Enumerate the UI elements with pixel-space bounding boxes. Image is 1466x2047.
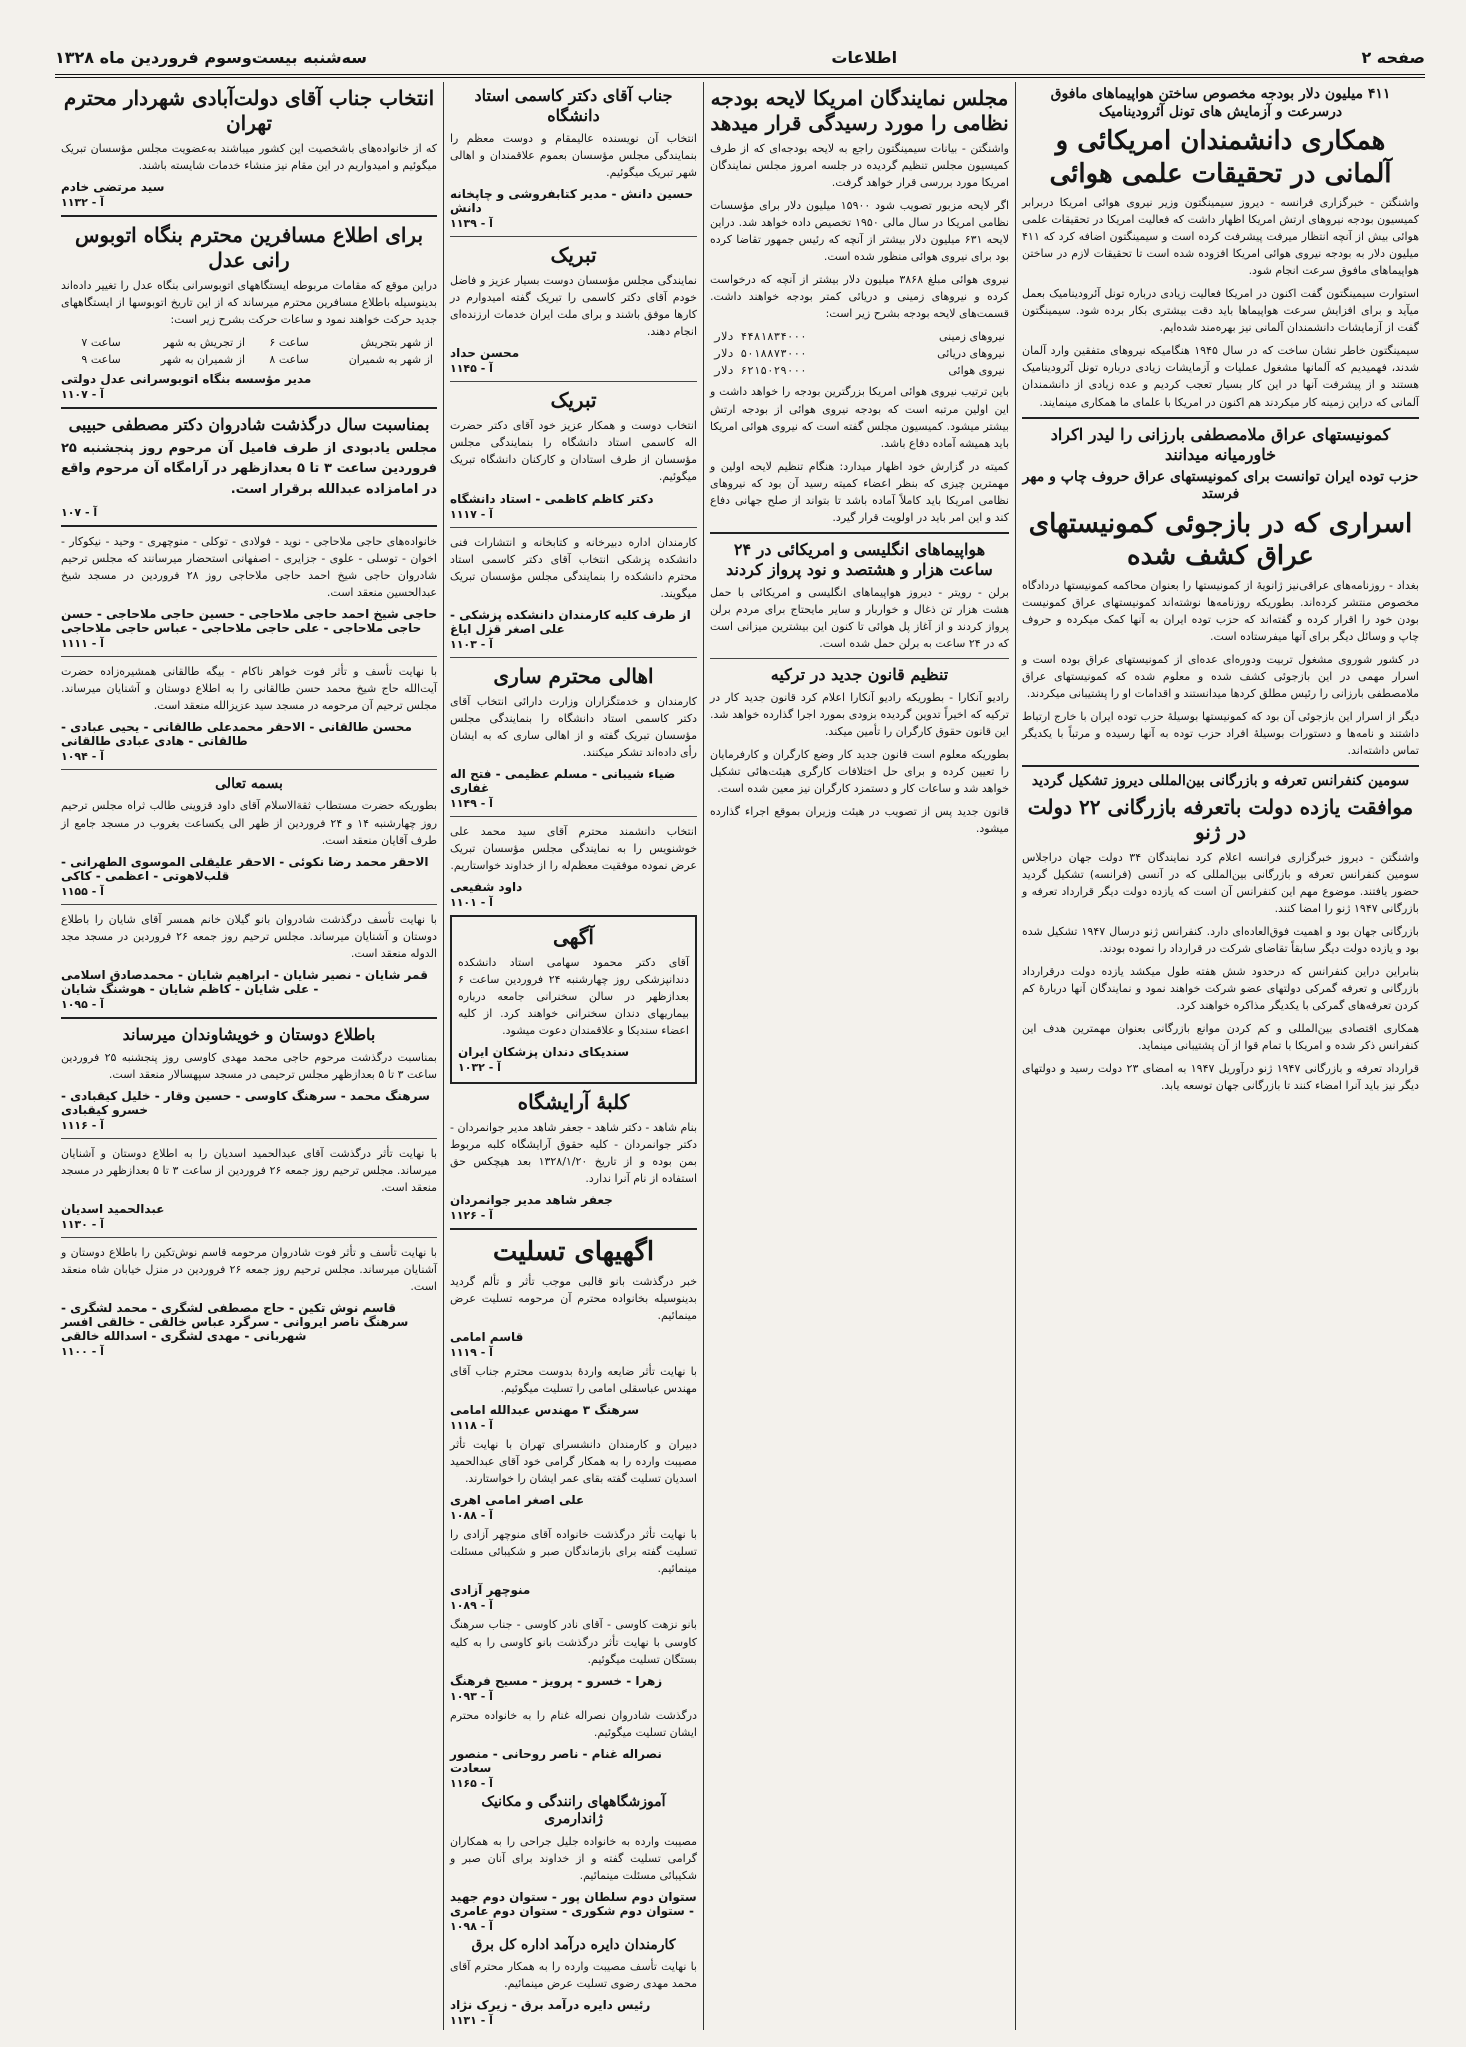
divider	[61, 215, 437, 217]
divider	[61, 904, 437, 905]
notice-signature: نصراله غنام - ناصر روحانی - منصور سعادت	[450, 1746, 662, 1775]
notice-ref: آ - ۱۱۳۰	[61, 1218, 104, 1231]
notice-ref: آ - ۱۰۳۲	[458, 1061, 501, 1075]
headline-us-military-budget: مجلس نمایندگان امریکا لایحه بودجه نظامی را مورد رسیدگی قرار میدهد	[710, 86, 1009, 135]
article-body: کمیته در گزارش خود اظهار میدارد: هنگام تنظیم لایحه اولین و مهمترین چیزی که بنظر اعضاء کمیته رسید آن بود که نیروهای نظامی امریکا باید کاملاً آماده باشد تا بتواند از صلح جهانی دفاع کند و این امر باید در اولویت قرار گیرد.	[710, 459, 1009, 524]
article-body: سیمینگتون خاطر نشان ساخت که در سال ۱۹۴۵ هنگامیکه نیروهای متفقین وارد آلمان شدند، فهمیدیم که آلمانها مشغول عملیات و آزمایشات زیادی درباره تونل آئرودینامیک هستند و از پیشرفت آنها در این کار بسیار تعجب کردیم و عده زیادی از دانشمندان آلمانی که دراین زمینه کار میکردند هم اکنون در امریکا با علمای ما همکاری مینمایند.	[1022, 344, 1419, 409]
divider	[450, 381, 697, 382]
table-cell-value: ساعت ۹	[81, 353, 121, 367]
notice-ref: آ - ۱۱۵۵	[61, 884, 104, 898]
notice-heading: بسمه تعالی	[215, 775, 283, 792]
article-body: استوارت سیمینگتون گفت اکنون در امریکا فعالیت زیادی درباره تونل آئرودینامیک بعمل میآید و برای افزایش سرعت هواپیماها باید دقت بیشتری بکار برده شود. سیمینگتون گفت از آزمایشات دانشمندان آلمانی نیز بهره‌مند شده‌ایم.	[1022, 287, 1419, 335]
notice-body: با نهایت تأسف درگذشت شادروان بانو گیلان خانم همسر آقای شایان را باطلاع دوستان و آشنایان میرساند. مجلس ترحیم روز جمعه ۲۶ فروردین در مسجد مجد الدوله منعقد است.	[61, 912, 438, 960]
article-body: واشنگتن - بیانات سیمینگتون راجع به لایحه بودجه‌ای که از طرف کمیسیون مجلس تنظیم گردیده در جلسه امروز مجلس نمایندگان امریکا مورد بررسی قرار خواهد گرفت.	[710, 142, 1009, 190]
notice-box	[450, 915, 697, 1084]
article-body: برلن - رویتر - دیروز هواپیماهای انگلیسی و امریکائی با حمل هشت هزار تن ذغال و خواربار و سایر مایحتاج برای مردم برلن پرواز کردند و از آغاز پل هوائی تا کنون این بیشترین میزانی است که در ۲۴ ساعت به برلن حمل شده است.	[710, 585, 1009, 650]
notice-ref: آ - ۱۰۹۵	[61, 997, 104, 1011]
table-cell-label: از تجریش به شهر	[163, 336, 246, 350]
divider	[61, 525, 437, 527]
notice-heading: اهالی محترم ساری	[493, 663, 654, 688]
notice-signature: حسین دانش - مدیر کتابفروشی و چاپخانه دانش	[450, 187, 694, 216]
notice-ref: آ - ۱۱۱۱	[61, 636, 104, 650]
article-body: واشنگتن - دیروز خبرگزاری فرانسه اعلام کرد نمایندگان ۳۴ دولت جهان دراجلاس سومین کنفرانس تعرفه و بازرگانی بین‌المللی که در آنسی (فرانسه) تشکیل گردید حضور یافتند. موضوع مهم این کنفرانس آن است که یازده دولت دیگر قرارداد تعرفه و بازرگانی ۱۹۴۷ ژنو را امضا کنند.	[1022, 850, 1420, 915]
notice-signature: سرهنگ محمد - سرهنگ کاوسی - حسین وقار - خلیل کیقبادی - خسرو کیقبادی	[61, 1088, 430, 1117]
divider	[61, 407, 437, 409]
notice-heading: تبریک	[550, 388, 597, 413]
notice-heading: باطلاع دوستان و خویشاوندان میرساند	[122, 1024, 376, 1044]
notice-heading: برای اطلاع مسافرین محترم بنگاه اتوبوس رانی عدل	[74, 223, 424, 273]
article-subhead: حزب توده ایران توانست برای کمونیستهای عراق حروف چاپ و مهر فرستد	[1022, 468, 1419, 503]
notice-body: با نهایت تأثر درگذشت خانواده آقای منوچهر آزادی را تسلیت گفته برای بازماندگان صبر و شکیبائی مسئلت مینمائیم.	[450, 1528, 697, 1576]
notice-signature: مدیر مؤسسه بنگاه اتوبوسرانی عدل دولتی	[61, 372, 312, 387]
column-news-right	[1015, 82, 1425, 2030]
table-cell-value: ساعت ۶	[269, 336, 309, 350]
divider	[1022, 417, 1419, 419]
divider	[61, 769, 437, 770]
notice-body: کارمندان و خدمتگزاران وزارت دارائی انتخاب آقای دکتر کاسمی استاد دانشگاه را بنمایندگی مجلس مؤسسان تبریک گفته و از اهالی ساری که به ایشان رأی داده‌اند تشکر میکنند.	[450, 694, 697, 759]
condolence-section-heading: اگهیهای تسلیت	[492, 1237, 655, 1268]
notice-body: بمناسبت درگذشت مرحوم حاجی محمد مهدی کاوسی روز پنجشنبه ۲۵ فروردین ساعت ۳ تا ۵ بعدازظهر مجلس ترحیمی در مسجد سپهسالار منعقد است.	[61, 1050, 437, 1081]
notice-body: درگذشت شادروان نصراله غنام را به خانواده محترم ایشان تسلیت میگوئیم.	[450, 1708, 697, 1739]
article-body: بنابراین دراین کنفرانس که درحدود شش هفته طول میکشد یازده دولت درقرارداد بازرگانی و تعرفه گمرکی دولتهای عضو شرکت خواهند نمود و نمایندگان آنها دربارۀ کم کردن تعرفه‌های گمرکی با یکدیگر مذاکره خواهند کرد.	[1022, 964, 1419, 1012]
article-body: بطوریکه معلوم است قانون جدید کار وضع کارگران و کارفرمایان را تعیین کرده و برای حل اختلافات کارگری هیئت‌هائی تشکیل خواهد شد و ساعات کار و دستمزد کارگران نیز معین شده است.	[710, 748, 1009, 796]
notice-ref: آ - ۱۱۶۵	[450, 1776, 493, 1790]
article-body: همکاری اقتصادی بین‌المللی و کم کردن موانع بازرگانی بعنوان مهمترین هدف این کنفرانس ذکر شده و امریکا با تمام قوا از آن پشتیبانی مینماید.	[1022, 1021, 1419, 1052]
notice-ref: آ - ۱۰۹۳	[450, 1689, 493, 1703]
divider	[710, 532, 1009, 534]
notice-heading: بمناسبت سال درگذشت شادروان دکتر مصطفی حبیبی	[68, 415, 430, 435]
notice-signature: منوچهر آزادی	[450, 1583, 531, 1598]
notice-ref: آ - ۱۰۹۴	[61, 749, 104, 763]
notice-ref: آ - ۱۱۳۱	[450, 2014, 493, 2028]
notice-ref: آ - ۱۱۳۹	[450, 217, 493, 231]
bus-schedule-table	[61, 334, 437, 368]
table-cell-value: ۶۲۱۵۰۲۹۰۰۰ دلار	[714, 364, 807, 378]
notice-body: بانو نزهت کاوسی - آقای نادر کاوسی - جناب سرهنگ کاوسی با نهایت تأثر درگذشت بانو کاوسی را به کلیه بستگان تسلیت میگوئیم.	[450, 1618, 697, 1666]
notice-heading: انتخاب جناب آقای دولت‌آبادی شهردار محترم تهران	[63, 86, 435, 135]
notice-signature: دکتر کاظم کاظمی - استاد دانشگاه	[450, 491, 654, 506]
table-cell-label: نیروی هوائی	[948, 364, 1005, 378]
notice-heading: آگهی	[553, 925, 594, 950]
table-cell-value: ۴۴۸۱۸۳۴۰۰۰ دلار	[714, 330, 807, 344]
notice-body: دبیران و کارمندان دانشسرای تهران با نهایت تأثر مصیبت وارده را به همکار گرامی خود آقای عبدالحمید اسدیان تسلیت گفته بقای عمر ایشان را خواستارند.	[450, 1438, 697, 1486]
newspaper-title: اطلاعات	[831, 47, 898, 67]
article-body: رادیو آنکارا - بطوریکه رادیو آنکارا اعلام کرد قانون جدید کار در ترکیه که اخیراً تدوین گردیده بزودی بمورد اجرا گذارده خواهد شد. این قانون حقوق کارگران را تأمین میکند.	[710, 691, 1009, 739]
notice-ref: آ - ۱۰۷	[61, 505, 98, 519]
article-kicker: ۴۱۱ میلیون دلار بودجه مخصوص ساختن هواپیماهای مافوق درسرعت و آزمایش های تونل آئرودینامیک	[1050, 86, 1391, 120]
headline-berlin-airlift: هواپیماهای انگلیسی و امریکائی در ۲۴ ساعت هزار و هشتصد و نود پرواز کردند	[726, 539, 993, 579]
notice-signature: محسن حداد	[450, 346, 520, 361]
table-row	[710, 362, 1009, 379]
notice-body: انتخاب دوست و همکار عزیز خود آقای دکتر حضرت اله کاسمی استاد دانشگاه را بنمایندگی مجلس مؤسسان از طرف استادان و کارکنان دانشگاه تبریک میگوئیم.	[450, 419, 697, 484]
table-cell-value: ۵۰۱۸۸۷۳۰۰۰ دلار	[714, 347, 807, 361]
headline-iraq-communists: اسراری که در بازجوئی کمونیستهای عراق کشف شده	[1028, 508, 1413, 572]
notice-body: آقای دکتر محمود سهامی استاد دانشکده دندانپزشکی روز چهارشنبه ۲۴ فروردین ساعت ۶ بعدازظهر در سالن سخنرانی جامعه درباره بیماریهای دندان سخنرانی خواهند کرد. از کلیه اعضاء سندیکا و علاقمندان دعوت میشود.	[458, 956, 689, 1038]
notice-ref: آ - ۱۱۰۷	[61, 388, 104, 402]
notice-signature: عبدالحمید اسدیان	[61, 1202, 165, 1216]
notice-ref: آ - ۱۱۰۱	[450, 896, 493, 910]
notice-ref: آ - ۱۱۱۸	[450, 1419, 493, 1433]
issue-date: سه‌شنبه بیست‌وسوم فروردین ماه ۱۳۲۸	[55, 47, 368, 67]
notice-signature: الاحقر محمد رضا نکوئی - الاحقر علیقلی الموسوی الطهرانی - قلب‌لاهوتی - اعظمی - کاکی	[61, 854, 429, 883]
notice-signature: رئیس دایره درآمد برق - زیرک نژاد	[450, 1998, 651, 2013]
table-cell-value: ساعت ۷	[81, 336, 121, 350]
notice-ref: آ - ۱۰۸۸	[450, 1509, 493, 1523]
notice-ref: آ - ۱۰۹۸	[450, 1919, 493, 1933]
table-cell-value: ساعت ۸	[269, 353, 309, 367]
notice-ref: آ - ۱۱۳۲	[61, 196, 104, 210]
budget-table	[710, 328, 1009, 379]
notice-body: با نهایت تأسف و تأثر فوت شادروان مرحومه قاسم نوش‌تکین را باطلاع دوستان و آشنایان میرساند. مجلس ترحیم روز جمعه ۲۶ فروردین در منزل خیابان شاه منعقد است.	[61, 1246, 437, 1294]
divider	[710, 658, 1009, 659]
notice-signature: زهرا - خسرو - پرویز - مسیح فرهنگ	[450, 1673, 663, 1688]
notice-body: بطوریکه حضرت مستطاب ثقة‌الاسلام آقای داود قزوینی طالب ثراه مجلس ترحیم روز چهارشنبه ۱۴ و ۲۴ فروردین از ظهر الی یکساعت بغروب در مسجد جامع از طرف آقایان منعقد است.	[61, 799, 438, 847]
notice-signature: ضیاء شیبانی - مسلم عظیمی - فتح اله غفاری	[450, 766, 676, 795]
notice-ref: آ - ۱۱۱۷	[450, 507, 493, 521]
notice-body: انتخاب آن نویسنده عالیمقام و دوست معظم را بنمایندگی مجلس مؤسسان بعموم علاقمندان و اهالی شهر تبریک میگوئیم.	[450, 132, 697, 180]
notice-signature: حاجی شیخ احمد حاجی ملاحاجی - حسین حاجی ملاحاجی - حسن حاجی ملاحاجی - علی حاجی ملاحاجی - عباس حاجی ملاحاجی	[61, 606, 437, 635]
notice-signature: علی اصغر امامی اهری	[450, 1493, 585, 1508]
divider	[1022, 765, 1419, 767]
article-body: بازرگانی جهان بود و اهمیت فوق‌العاده‌ای دارد. کنفرانس ژنو درسال ۱۹۴۷ تشکیل شده بود و یازده دولت دیگر سابقاً تقاضای شرکت در قرارداد را نموده بودند.	[1022, 924, 1419, 955]
table-cell-label: از شهر بتجریش	[360, 336, 433, 350]
notice-body: مجلس یادبودی از طرف فامیل آن مرحوم روز پنجشنبه ۲۵ فروردین ساعت ۳ تا ۵ بعدازظهر در آرامگاه آن مرحوم واقع در امامزاده عبدالله برقرار است.	[61, 441, 437, 497]
article-kicker: کمونیستهای عراق ملامصطفی بارزانی را لیدر اکراد خاورمیانه میدانند	[1050, 424, 1391, 464]
notice-ref: آ - ۱۱۴۹	[450, 796, 493, 810]
notice-signature: سید مرتضی خادم	[61, 180, 165, 195]
notice-signature: داود شفیعی	[450, 880, 523, 895]
divider	[61, 1237, 437, 1238]
notice-signature: از طرف کلیه کارمندان دانشکده پزشکی - علی اصغر قزل ایاغ	[450, 607, 691, 636]
masthead	[55, 40, 1425, 78]
notice-body: دراین موقع که مقامات مربوطه ایستگاههای اتوبوسرانی بنگاه عدل را تغییر داده‌اند بدینوسیله باطلاع مسافرین محترم میرساند که از این تاریخ اتوبوسها از ایستگاههای جدید حرکت خواهند نمود و ساعات حرکت بشرح زیر است:	[61, 279, 437, 327]
divider	[61, 1138, 437, 1139]
notice-body: با نهایت تأسف مصیبت وارده را به همکار محترم آقای محمد مهدی رضوی تسلیت عرض مینمائیم.	[450, 1960, 697, 1991]
divider	[450, 816, 697, 817]
page-number: صفحه ۲	[1361, 47, 1425, 67]
notice-body: با نهایت تأسف و تأثر فوت خواهر ناکام - بیگه طالقانی همشیره‌زاده حضرت آیت‌الله حاج شیخ محمد حسن طالقانی را به اطلاع دوستان و آشنایان میرساند. مجلس ترحیم آن مرحومه در مسجد سید عزیزالله منعقد است.	[61, 664, 437, 712]
divider	[450, 527, 697, 528]
table-row	[710, 328, 1009, 345]
notice-body: خانواده‌های حاجی ملاحاجی - نوید - فولادی - توکلی - منوچهری - وحید - نیکوکار - اخوان - توسلی - علوی - جزایری - اصفهانی استحضار میرسانند که مجلس ترحیم شادروان حاجی شیخ احمد حاجی ملاحاجی روز ۲۸ فروردین در مسجد شیخ عبدالحسین منعقد است.	[61, 534, 437, 599]
article-body: نیروی هوائی مبلغ ۳۸۶۸ میلیون دلار بیشتر از آنچه که درخواست کرده و نیروهای زمینی و دریائی کمتر بودجه خواهند داشت. قسمت‌های لایحه بودجه بشرح زیر است:	[710, 273, 1009, 321]
notice-body: انتخاب دانشمند محترم آقای سید محمد علی خوشنویس را به نمایندگی مجلس مؤسسان تبریک عرض نموده موفقیت معظم‌له را از خداوند خواستاریم.	[450, 824, 697, 872]
column-news-middle	[703, 82, 1015, 2030]
divider	[61, 656, 437, 657]
divider	[450, 657, 697, 658]
table-cell-label: نیروهای دریائی	[937, 347, 1005, 361]
notice-ref: آ - ۱۱۱۹	[450, 1346, 493, 1360]
notice-body: با نهایت تأثر درگذشت آقای عبدالحمید اسدیان را به اطلاع دوستان و آشنایان میرساند. مجلس ترحیم روز جمعه ۲۶ فروردین از ساعت ۳ تا ۵ بعدازظهر در مسجد منعقد است.	[61, 1146, 438, 1194]
headline-aviation-research: همکاری دانشمندان امریکائی و آلمانی در تحقیقات علمی هوائی	[1049, 126, 1392, 189]
table-row	[61, 334, 437, 351]
notice-signature: قاسم امامی	[450, 1330, 524, 1345]
notice-body: با نهایت تأثر ضایعه واردۀ بدوست محترم جناب آقای مهندس عباسقلی امامی را تسلیت میگوئیم.	[450, 1365, 697, 1396]
column-notices-left	[55, 82, 443, 2030]
notice-ref: آ - ۱۱۱۶	[61, 1118, 104, 1132]
column-notices-middle	[443, 82, 703, 2030]
notice-heading: کلبۀ آرایشگاه	[517, 1090, 630, 1115]
article-kicker: سومین کنفرانس تعرفه و بازرگانی بین‌المللی دیروز تشکیل گردید	[1031, 773, 1410, 790]
divider	[450, 236, 697, 237]
notice-signature: قمر شایان - نصیر شایان - ابراهیم شایان - محمدصادق اسلامی - علی شایان - کاظم شایان - هوشنگ شایان	[61, 967, 428, 996]
notice-signature: محسن طالقانی - الاحقر محمدعلی طالقانی - یحیی عبادی - طالقانی - هادی عبادی طالقانی	[61, 719, 412, 748]
article-body: بغداد - روزنامه‌های عراقی‌نیز ژانویۀ از کمونیستها را بعنوان محاکمه کمونیستها دردادگاه مخصوص منتشر کرده‌اند. بطوریکه روزنامه‌ها نوشته‌اند کمونیستهای عراق کمونیست بودن خود را اقرار کرده و گفته‌اند که حزب توده ایران به آنها کمک میکرده و حروف چاپ و وسائل دیگر برای آنها میفرستاده است.	[1022, 578, 1419, 643]
notice-body: کارمندان اداره دبیرخانه و کتابخانه و انتشارات فنی دانشکده پزشکی انتخاب آقای دکتر کاسمی استاد محترم دانشکده را بنمایندگی مجلس مؤسسان تبریک میگویند.	[450, 535, 697, 600]
notice-signature: جعفر شاهد مدیر جوانمردان	[450, 1193, 613, 1208]
notice-signature: ستوان دوم سلطان پور - ستوان دوم جهید - ستوان دوم شکوری - ستوان دوم عامری	[450, 1889, 697, 1918]
notice-heading: تبریک	[550, 243, 597, 268]
newspaper-page	[55, 40, 1425, 2030]
notice-body: نمایندگی مجلس مؤسسان دوست بسیار عزیز و فاضل خودم آقای دکتر کاسمی را تبریک گفته امیدوارم در کارها موفق باشند و برای ملت ایران خدمات ارزنده‌ای انجام دهند.	[450, 274, 697, 339]
divider	[61, 1017, 437, 1019]
headline-tariff-conference: موافقت یازده دولت باتعرفه بازرگانی ۲۲ دولت در ژنو	[1027, 794, 1414, 844]
article-body: قرارداد تعرفه و بازرگانی ۱۹۴۷ ژنو درآوریل ۱۹۴۷ به امضای ۲۳ دولت رسید و دولتهای دیگر نیز باید آنرا امضاء کنند تا بازرگانی جهان توسعه یابد.	[1022, 1062, 1419, 1093]
notice-ref: آ - ۱۱۴۵	[450, 362, 493, 376]
article-body: در کشور شوروی مشغول تربیت ودوره‌ای عده‌ای از کمونیستهای عراق بوده است و اسرار مهمی در این بازجوئی کشف شده و معلوم شده که کمونیستهای عراق ملامصطفی بارزانی را رئیس مطلق کردها میدانستند و اقدامات او را پشتیبانی میکردند.	[1022, 652, 1419, 700]
divider	[450, 1228, 697, 1230]
notice-signature: قاسم نوش تکین - حاج مصطفی لشگری - محمد لشگری - سرهنگ ناصر ایروانی - سرگرد عباس خالقی - خالقی افسر شهربانی - مهدی لشگری - اسدالله خالقی	[61, 1301, 409, 1344]
article-body: واشنگتن - خبرگزاری فرانسه - دیروز سیمینگتون وزیر نیروی هوائی امریکا دربرابر کمیسیون بودجه نیروهای ارتش امریکا اظهار داشت که فعالیت امریکا در تحقیقات علمی هوائی بیش از آنچه انتظار میرفت پیشرفت کرده است و سیمینگتون اضافه کرد که ۴۱۱ میلیون دلار به بودجه نیروی هوائی امریکا افزوده شده است تا تحقیقات لازم در ساختن هواپیماهای مافوق سرعت انجام شود.	[1022, 196, 1419, 278]
table-cell-label: از شهر به شمیران	[348, 353, 433, 367]
article-body: باین ترتیب نیروی هوائی امریکا بزرگترین بودجه را خواهد داشت و این اولین مرتبه است که بودجه نیروی هوائی از بودجه ارتش بیشتر میشود. کمیسیون مجلس گفته است که نیروی هوائی امریکا باید همیشه آماده دفاع باشد.	[710, 385, 1009, 450]
notice-ref: آ - ۱۱۲۶	[450, 1209, 493, 1223]
notice-body: بنام شاهد - دکتر شاهد - جعفر شاهد مدیر جوانمردان - دکتر جوانمردان - کلیه حقوق آرایشگاه کلبه مربوط بمن بوده و از تاریخ ۱۳۲۸/۱/۲۰ بعد هیچکس حق استفاده از نام آنرا ندارد.	[450, 1121, 697, 1186]
notice-signature: سرهنگ ۳ مهندس عبدالله امامی	[450, 1403, 639, 1418]
notice-signature: سندیکای دندان پزشکان ایران	[458, 1045, 630, 1060]
table-cell-label: نیروهای زمینی	[938, 330, 1005, 344]
notice-heading: کارمندان دایره درآمد اداره کل برق	[471, 1936, 676, 1953]
table-row	[710, 345, 1009, 362]
notice-heading: جناب آقای دکتر کاسمی استاد دانشگاه	[474, 86, 673, 125]
article-body: دیگر از اسرار این بازجوئی آن بود که کمونیستها بوسیلۀ حزب توده ایران با خارج ارتباط داشتند و نامه‌ها و دستورات بوسیلۀ افراد حزب توده به آنها رسیده و مرتباً با یکدیگر تماس داشته‌اند.	[1022, 709, 1419, 757]
article-body: قانون جدید پس از تصویب در هیئت وزیران بموقع اجراء گذارده میشود.	[710, 805, 1009, 836]
notice-ref: آ - ۱۱۰۳	[450, 637, 493, 651]
table-cell-label: از شمیران به شهر	[160, 353, 246, 367]
notice-ref: آ - ۱۰۸۹	[450, 1599, 493, 1613]
notice-ref: آ - ۱۱۰۰	[61, 1345, 104, 1359]
article-body: اگر لایحه مزبور تصویب شود ۱۵۹۰۰ میلیون دلار برای مؤسسات نظامی امریکا در سال مالی ۱۹۵۰ تخصیص داده خواهد شد. دراین لایحه ۶۳۱ میلیون دلار بیشتر از آنچه که رئیس جمهور تقاضا کرده بود برای نیروی هوائی منظور شده است.	[710, 199, 1010, 264]
notice-heading: آموزشگاههای رانندگی و مکانیک ژاندارمری	[481, 1793, 666, 1828]
headline-turkey-law: تنظیم قانون جدید در ترکیه	[770, 665, 949, 685]
notice-body: که از خانواده‌های باشخصیت این کشور میباشند به‌عضویت مجلس مؤسسان تبریک میگوئیم و امیدواریم در این مقام نیز منشاء خدمات شایسته باشند.	[61, 142, 437, 173]
notice-body: خبر درگذشت بانو قالبی موجب تأثر و تألم گردید بدینوسیله بخانواده محترم آن مرحومه تسلیت عرض مینمائیم.	[450, 1274, 697, 1323]
table-row	[61, 351, 437, 368]
notice-body: مصیبت وارده به خانواده جلیل جراحی را به همکاران گرامی تسلیت گفته و از خداوند برای آنان صبر و شکیبائی مسئلت مینمائیم.	[450, 1834, 697, 1882]
